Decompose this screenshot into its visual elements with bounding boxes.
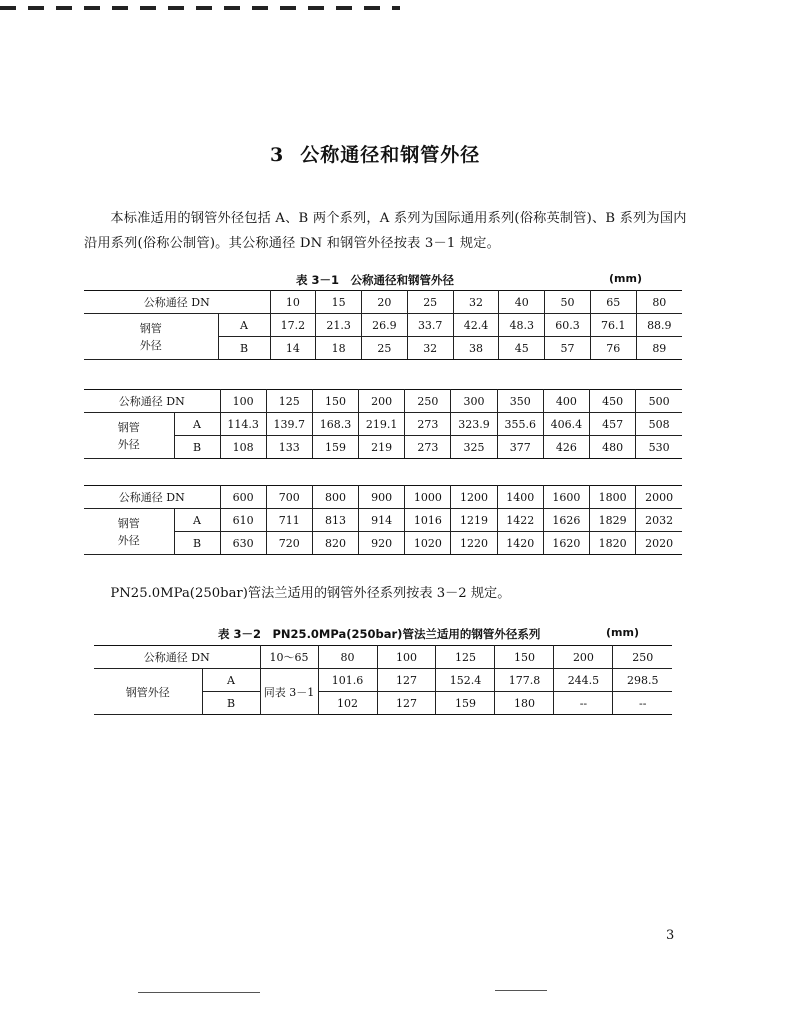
dn-cell: 600: [220, 486, 266, 509]
dn-row: [84, 291, 682, 314]
od-a-cell: 76.1: [590, 314, 636, 337]
od-label: 钢管外径: [84, 509, 174, 555]
od-a-cell: 177.8: [495, 669, 554, 692]
od-b-cell: 377: [497, 436, 543, 459]
dn-cell: 10～65: [260, 646, 318, 669]
od-b-cell: 325: [451, 436, 497, 459]
od-a-cell: 406.4: [543, 413, 589, 436]
od-b-cell: 18: [316, 337, 362, 360]
od-a-cell: 152.4: [436, 669, 495, 692]
od-b-cell: 1220: [451, 532, 497, 555]
dn-cell: 500: [636, 390, 682, 413]
od-a-cell: 1422: [497, 509, 543, 532]
dn-cell: 1200: [451, 486, 497, 509]
table2-caption: 表 3－2 PN25.0MPa(250bar)管法兰适用的钢管外径系列: [218, 627, 541, 641]
od-b-cell: 159: [436, 692, 495, 715]
od-b-cell: 530: [636, 436, 682, 459]
od-b-cell: 720: [266, 532, 312, 555]
dn-cell: 800: [312, 486, 358, 509]
table1-block-1: [84, 290, 682, 360]
intro-paragraph: 本标准适用的钢管外径包括 A、B 两个系列，A 系列为国际通用系列(俗称英制管)、B 系列为国内沿用系列(俗称公制管)。其公称通径 DN 和钢管外径按表 3－1 规定。: [84, 211, 687, 251]
pn25-paragraph: PN25.0MPa(250bar)管法兰适用的钢管外径系列按表 3－2 规定。: [110, 586, 511, 601]
dn-cell: 125: [266, 390, 312, 413]
series-a-row: [94, 669, 672, 692]
od-b-cell: 480: [590, 436, 636, 459]
od-label: 钢管外径: [94, 669, 202, 715]
od-a-cell: 88.9: [636, 314, 682, 337]
od-a-cell: 355.6: [497, 413, 543, 436]
dn-cell: 50: [545, 291, 591, 314]
dn-cell: 250: [405, 390, 451, 413]
same-as-note: 同表 3－1: [260, 669, 318, 715]
od-a-cell: 48.3: [499, 314, 545, 337]
od-b-cell: 14: [270, 337, 316, 360]
od-b-cell: 630: [220, 532, 266, 555]
dn-label: 公称通径 DN: [84, 486, 220, 509]
od-b-cell: 1620: [543, 532, 589, 555]
od-b-cell: 89: [636, 337, 682, 360]
od-b-cell: 1420: [497, 532, 543, 555]
od-a-cell: 813: [312, 509, 358, 532]
od-a-cell: 17.2: [270, 314, 316, 337]
od-a-cell: 298.5: [613, 669, 672, 692]
od-b-cell: 38: [453, 337, 499, 360]
section-number: 3: [270, 144, 285, 166]
dn-cell: 65: [590, 291, 636, 314]
footer-rule-left: [138, 992, 260, 993]
dn-cell: 450: [590, 390, 636, 413]
dn-cell: 1400: [497, 486, 543, 509]
od-b-cell: 32: [407, 337, 453, 360]
table1-unit: (mm): [609, 272, 642, 285]
od-b-cell: 273: [405, 436, 451, 459]
od-b-cell: 133: [266, 436, 312, 459]
od-a-cell: 168.3: [312, 413, 358, 436]
dn-cell: 10: [270, 291, 316, 314]
od-b-cell: --: [554, 692, 613, 715]
dn-cell: 900: [359, 486, 405, 509]
od-b-cell: 108: [220, 436, 266, 459]
dn-cell: 1000: [405, 486, 451, 509]
dn-cell: 200: [554, 646, 613, 669]
od-b-cell: 1020: [405, 532, 451, 555]
dn-label: 公称通径 DN: [94, 646, 260, 669]
series-b-row: [84, 436, 682, 459]
od-b-cell: 102: [318, 692, 377, 715]
series-b-label: B: [174, 436, 220, 459]
od-b-cell: 920: [359, 532, 405, 555]
dn-cell: 32: [453, 291, 499, 314]
series-a-row: [84, 509, 682, 532]
od-b-cell: 1820: [590, 532, 636, 555]
od-b-cell: 45: [499, 337, 545, 360]
od-a-cell: 1016: [405, 509, 451, 532]
dn-cell: 125: [436, 646, 495, 669]
od-b-cell: 2020: [636, 532, 682, 555]
dn-cell: 250: [613, 646, 672, 669]
od-a-cell: 101.6: [318, 669, 377, 692]
table1-block-2: [84, 389, 682, 459]
table2-unit: (mm): [606, 626, 639, 639]
od-a-cell: 1626: [543, 509, 589, 532]
dn-cell: 100: [220, 390, 266, 413]
dn-cell: 80: [636, 291, 682, 314]
od-b-cell: 127: [377, 692, 436, 715]
footer-rule-right: [495, 990, 547, 991]
dn-cell: 150: [312, 390, 358, 413]
od-b-cell: --: [613, 692, 672, 715]
od-b-cell: 57: [545, 337, 591, 360]
dn-cell: 100: [377, 646, 436, 669]
od-a-cell: 139.7: [266, 413, 312, 436]
dn-cell: 700: [266, 486, 312, 509]
dn-cell: 80: [318, 646, 377, 669]
dn-cell: 1600: [543, 486, 589, 509]
od-a-cell: 219.1: [359, 413, 405, 436]
series-a-label: A: [174, 413, 220, 436]
dn-row: [84, 390, 682, 413]
od-a-cell: 33.7: [407, 314, 453, 337]
od-b-cell: 159: [312, 436, 358, 459]
dn-cell: 20: [362, 291, 408, 314]
dn-cell: 300: [451, 390, 497, 413]
dn-cell: 40: [499, 291, 545, 314]
section-title: 公称通径和钢管外径: [300, 144, 481, 166]
top-dash-rule: [0, 6, 400, 10]
od-b-cell: 76: [590, 337, 636, 360]
od-b-cell: 219: [359, 436, 405, 459]
series-a-label: A: [218, 314, 270, 337]
od-b-cell: 25: [362, 337, 408, 360]
table2: [94, 645, 672, 715]
od-a-cell: 914: [359, 509, 405, 532]
od-a-cell: 1829: [590, 509, 636, 532]
od-a-cell: 323.9: [451, 413, 497, 436]
od-label: 钢管外径: [84, 413, 174, 459]
od-a-cell: 21.3: [316, 314, 362, 337]
dn-label: 公称通径 DN: [84, 390, 220, 413]
od-b-cell: 180: [495, 692, 554, 715]
table1-caption: 表 3－1 公称通径和钢管外径: [296, 273, 455, 287]
od-a-cell: 114.3: [220, 413, 266, 436]
dn-cell: 400: [543, 390, 589, 413]
series-a-row: [84, 314, 682, 337]
od-b-cell: 820: [312, 532, 358, 555]
section-heading: [270, 140, 480, 167]
dn-row: [84, 486, 682, 509]
od-a-cell: 610: [220, 509, 266, 532]
od-a-cell: 457: [590, 413, 636, 436]
dn-cell: 15: [316, 291, 362, 314]
page-number: 3: [666, 928, 675, 943]
series-b-label: B: [218, 337, 270, 360]
od-a-cell: 42.4: [453, 314, 499, 337]
od-a-cell: 273: [405, 413, 451, 436]
dn-label: 公称通径 DN: [84, 291, 270, 314]
series-b-row: [84, 532, 682, 555]
dn-cell: 2000: [636, 486, 682, 509]
od-a-cell: 508: [636, 413, 682, 436]
od-a-cell: 2032: [636, 509, 682, 532]
dn-cell: 150: [495, 646, 554, 669]
dn-row: [94, 646, 672, 669]
dn-cell: 200: [359, 390, 405, 413]
table1-block-3: [84, 485, 682, 555]
od-a-cell: 1219: [451, 509, 497, 532]
series-a-label: A: [202, 669, 260, 692]
od-a-cell: 244.5: [554, 669, 613, 692]
od-a-cell: 60.3: [545, 314, 591, 337]
od-b-cell: 426: [543, 436, 589, 459]
series-a-row: [84, 413, 682, 436]
dn-cell: 25: [407, 291, 453, 314]
od-label: 钢管外径: [84, 314, 218, 360]
dn-cell: 1800: [590, 486, 636, 509]
od-a-cell: 127: [377, 669, 436, 692]
od-a-cell: 711: [266, 509, 312, 532]
dn-cell: 350: [497, 390, 543, 413]
od-a-cell: 26.9: [362, 314, 408, 337]
series-b-label: B: [202, 692, 260, 715]
series-b-label: B: [174, 532, 220, 555]
series-a-label: A: [174, 509, 220, 532]
